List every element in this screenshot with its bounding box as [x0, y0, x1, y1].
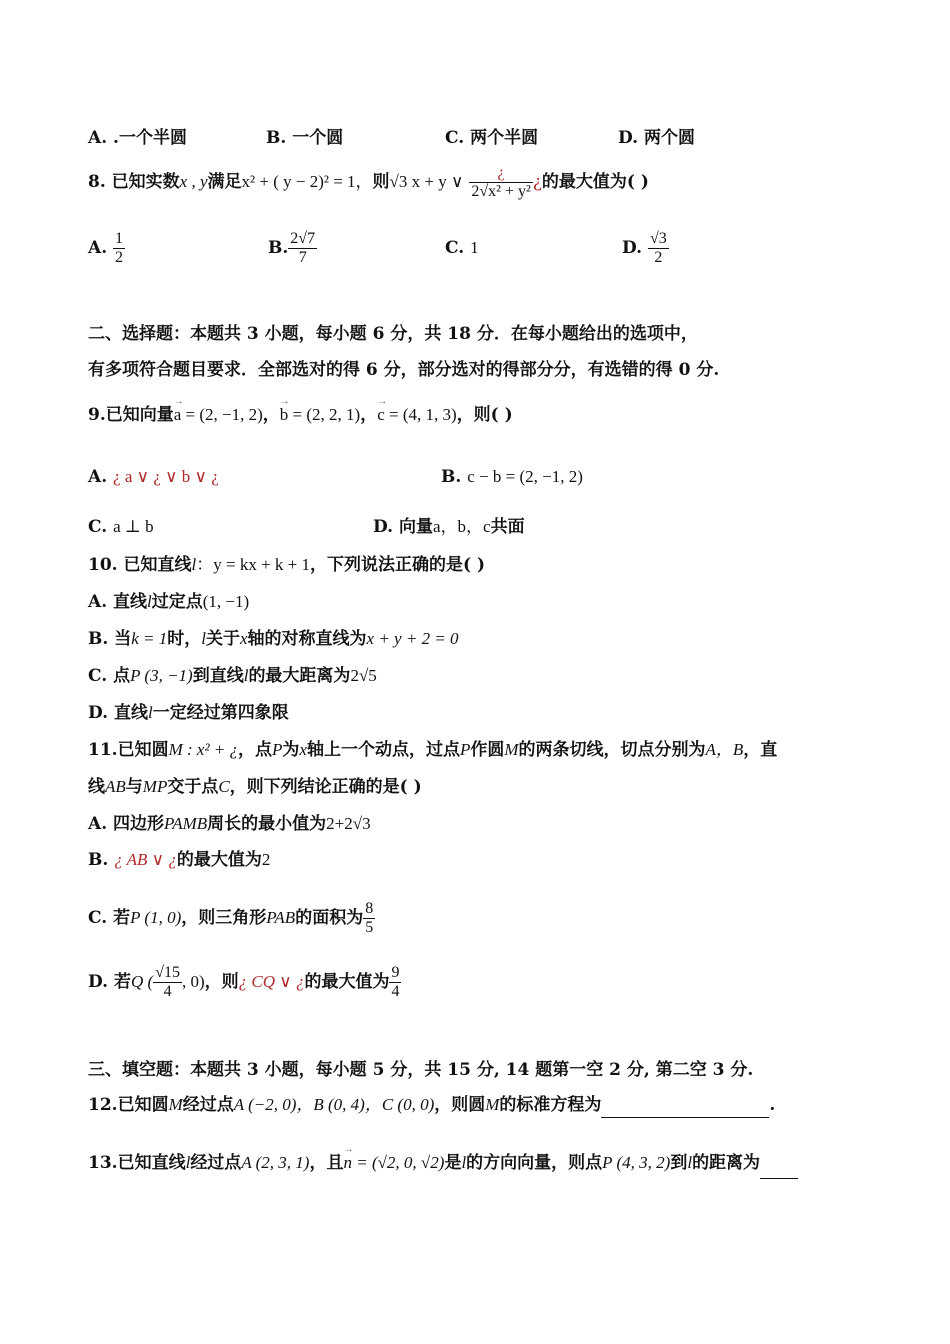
q9-option-c-label: C.: [88, 517, 108, 537]
q10-option-d: [88, 701, 289, 725]
q10-a-point: (1, −1): [202, 592, 250, 611]
q8-suffix: 的最大值为( ): [541, 172, 649, 192]
q11-a-value: 2+2√3: [326, 814, 371, 833]
q13-f: 到: [670, 1153, 688, 1173]
q10-stem-suffix: ，下列说法正确的是( ): [310, 555, 486, 575]
q11-l2-b: 与: [125, 777, 143, 797]
q11-b-expr: ¿ AB ∨ ¿: [114, 850, 177, 869]
q11-c-point: P (1, 0): [130, 908, 182, 927]
q11-l2-c: 交于点: [167, 777, 219, 797]
q13-l: l: [185, 1153, 191, 1172]
q11-b-mid: 的最大值为: [176, 850, 262, 870]
q11-d-result-numerator: 9: [391, 964, 400, 981]
q10-c-l: l: [243, 666, 249, 685]
q10-line-l: l: [191, 555, 197, 574]
q9-prefix: 9.已知向量: [88, 405, 174, 425]
q10-c-point: P (3, −1): [130, 666, 193, 685]
q8-fraction-numerator: ¿: [469, 164, 532, 183]
q10-b-equation: x + y + 2 = 0: [366, 629, 459, 648]
q10-b-mid2: 关于: [205, 629, 240, 649]
q9-option-d-vectors: a，b，c: [432, 517, 491, 536]
q11-circle-m: M : x² + ¿: [168, 740, 239, 759]
q7-option-a: A. .一个半圆: [88, 128, 187, 148]
q10-option-c: [88, 664, 377, 688]
q9-option-c: [88, 515, 154, 539]
q9-option-c-expr: a ⊥ b: [113, 517, 154, 536]
q9-option-d: [373, 515, 525, 539]
q13-g: 的距离为: [692, 1153, 761, 1173]
q13-d: 是: [444, 1153, 462, 1173]
q8-option-d-denominator: 2: [654, 249, 663, 266]
q11-d-mid2: 的最大值为: [304, 972, 390, 992]
q13-vector-n: → n = (√2, 0, √2): [343, 1148, 444, 1178]
q13-point-p: P (4, 3, 2): [602, 1153, 671, 1172]
q8-option-c-value: 1: [470, 238, 479, 257]
q11-d-text: D. 若: [88, 972, 131, 992]
q10-option-a: [88, 590, 249, 614]
section2-line2: 有多项符合题目要求．全部选对的得 6 分，部分选对的得部分分，有选错的得 0 分.: [88, 360, 720, 380]
q10-b-l: l: [201, 629, 206, 648]
q11-d-result-denominator: 4: [391, 983, 400, 1000]
q10-a-tail: 过定点: [151, 592, 203, 612]
q11-l2-d: ，则下列结论正确的是( ): [229, 777, 422, 797]
q11-c-pab: PAB: [266, 908, 296, 927]
q8-option-c-label: C.: [445, 238, 465, 258]
q13-l3: l: [687, 1153, 693, 1172]
q9-option-a-expr: ¿ a ∨ ¿ ∨ b ∨ ¿: [113, 467, 219, 486]
q10-line-equation: ：y = kx + k + 1: [196, 555, 310, 574]
q9-stem: [88, 400, 513, 430]
q8-option-a: [88, 226, 125, 270]
q11-l1-c: 为: [282, 740, 300, 760]
q11-d-denominator: 4: [163, 983, 172, 1000]
q9-option-d-tail: 共面: [490, 517, 525, 537]
q10-c-mid: 到直线: [192, 666, 244, 686]
q11-a-mid: 周长的最小值为: [207, 814, 327, 834]
q9-option-a: [88, 462, 219, 492]
q11-c-mid: ，则三角形: [181, 908, 267, 928]
q10-b-k: k = 1: [131, 629, 168, 648]
q11-d-expr: ¿ CQ ∨ ¿: [238, 972, 305, 991]
q13-b: 经过点: [190, 1153, 242, 1173]
q10-b-mid: 时，: [167, 629, 202, 649]
q10-a-text: A. 直线: [88, 592, 148, 612]
q10-d-l: l: [147, 703, 153, 722]
q10-d-tail: 一定经过第四象限: [152, 703, 289, 723]
q10-c-mid2: 的最大距离为: [248, 666, 351, 686]
q8-fraction-denominator: 2√x² + y²: [471, 183, 531, 200]
q11-l1-f: 的两条切线，切点分别为: [518, 740, 706, 760]
q13-stem: [88, 1148, 798, 1179]
q8-condition: x² + ( y − 2)² = 1，: [241, 172, 373, 191]
q8-stem: 8. 已知实数x , y满足x² + ( y − 2)² = 1，则√3 x + y ∨ $\frac{¿}{\text{2√x² + y²}}$ ¿的最大值为( ): [88, 164, 649, 200]
q8-vars: x , y: [179, 172, 208, 191]
q11-option-c: [88, 896, 375, 940]
section2-line1: 二、选择题：本题共 3 小题，每小题 6 分，共 18 分．在每小题给出的选项中，: [88, 324, 698, 344]
q12-m2: M: [485, 1095, 500, 1114]
q11-option-a: [88, 812, 371, 836]
q11-c-numerator: 8: [365, 900, 374, 917]
q12-b: 经过点: [182, 1095, 234, 1115]
q11-c-text: C. 若: [88, 908, 131, 928]
q13-point-a: A (2, 3, 1): [241, 1153, 310, 1172]
q8-option-b-numerator: 2√7: [290, 230, 316, 247]
q11-d-mid: ，则: [204, 972, 239, 992]
q12-end: .: [769, 1095, 776, 1115]
q8-option-d-numerator: √3: [649, 230, 667, 247]
q8-option-a-denominator: 2: [115, 249, 124, 266]
q9-option-b-expr: c − b = (2, −1, 2): [467, 467, 583, 486]
q11-d-q2: , 0): [181, 972, 205, 991]
q7-option-d: D. 两个圆: [618, 128, 695, 148]
q10-stem-prefix: 10. 已知直线: [88, 555, 192, 575]
q12-c: ，则圆: [434, 1095, 486, 1115]
q9-option-a-label: A.: [88, 467, 108, 487]
q8-prefix: 8. 已知实数: [88, 172, 180, 192]
section3-heading: 三、填空题：本题共 3 小题，每小题 5 分，共 15 分, 14 题第一空 2 分, 第二空 3 分.: [88, 1060, 754, 1080]
q8-expression-fraction: [469, 164, 532, 201]
q10-stem: [88, 553, 485, 577]
q11-l1-d: 轴上一个动点，过点: [306, 740, 460, 760]
q11-l1-a: 11.已知圆: [88, 740, 169, 760]
q11-d-q: Q (: [130, 972, 154, 991]
q8-option-d-label: D.: [622, 238, 643, 258]
q10-b-text: B. 当: [88, 629, 132, 649]
q13-a: 13.已知直线: [88, 1153, 186, 1173]
q10-d-text: D. 直线: [88, 703, 148, 723]
q8-option-a-numerator: 1: [115, 230, 124, 247]
q9-vector-b: → b = (2, 2, 1): [280, 400, 360, 430]
q11-c-mid2: 的面积为: [295, 908, 364, 928]
q10-b-x: x: [239, 629, 248, 648]
q11-mp: MP: [142, 777, 168, 796]
q9-suffix: ，则( ): [456, 405, 513, 425]
q13-l2: l: [461, 1153, 467, 1172]
q12-points: A (−2, 0)，B (0, 4)，C (0, 0): [233, 1095, 435, 1114]
q9-option-b-label: B.: [441, 467, 462, 487]
q11-ab: A，B: [705, 740, 744, 759]
q8-cond-word: 满足: [207, 172, 242, 192]
q8-option-b: [268, 226, 317, 270]
q11-stem-line2: [88, 775, 422, 799]
q10-b-mid3: 轴的对称直线为: [247, 629, 367, 649]
q13-e: 的方向向量，则点: [466, 1153, 603, 1173]
q12-a: 12.已知圆: [88, 1095, 169, 1115]
q8-option-c: [445, 226, 479, 270]
q11-point-p: P: [272, 740, 283, 759]
q10-c-value: 2√5: [350, 666, 377, 685]
q10-a-l: l: [147, 592, 152, 611]
q9-sep2: ，: [360, 405, 378, 425]
q7-option-c: C. 两个半圆: [445, 128, 539, 148]
q11-point-c: C: [218, 777, 230, 796]
q9-option-b: [441, 462, 583, 492]
q11-l1-g: ，直: [743, 740, 778, 760]
q12-m: M: [168, 1095, 183, 1114]
q8-option-b-denominator: 7: [298, 249, 307, 266]
q11-b-value: 2: [261, 850, 271, 869]
q11-option-b: [88, 848, 270, 872]
q8-option-d: [622, 226, 669, 270]
q11-l1-e: 作圆: [470, 740, 505, 760]
q10-option-b: [88, 627, 459, 651]
q8-then-word: 则: [372, 172, 390, 192]
q11-b-text: B.: [88, 850, 109, 870]
q11-x: x: [299, 740, 307, 759]
q10-c-text: C. 点: [88, 666, 131, 686]
q11-c-denominator: 5: [365, 919, 374, 936]
q11-m2: M: [504, 740, 519, 759]
q12-d: 的标准方程为: [499, 1095, 602, 1115]
q12-answer-blank[interactable]: [601, 1093, 769, 1118]
q9-vector-a: → a = (2, −1, 2): [174, 400, 263, 430]
q11-d-numerator: √15: [155, 964, 180, 981]
q11-option-d: [88, 958, 401, 1006]
q12-stem: [88, 1093, 775, 1118]
q11-stem-line1: [88, 738, 777, 762]
q8-expression: √3 x + y ∨: [389, 172, 464, 191]
q7-option-b: B. 一个圆: [266, 128, 344, 148]
q13-c: ，且: [309, 1153, 344, 1173]
q11-l2-a: 线: [88, 777, 105, 797]
q11-a-pamb: PAMB: [164, 814, 208, 833]
q11-line-ab: AB: [105, 777, 126, 796]
q11-l1-b: ，点: [238, 740, 273, 760]
q11-a-text: A. 四边形: [88, 814, 165, 834]
q9-vector-c: → c = (4, 1, 3): [377, 400, 456, 430]
q13-answer-blank[interactable]: [760, 1148, 798, 1179]
q9-option-d-label: D. 向量: [373, 517, 433, 537]
q9-sep1: ，: [262, 405, 280, 425]
q8-option-b-label: B.: [268, 238, 289, 258]
q8-option-a-label: A.: [88, 238, 108, 258]
q11-point-p2: P: [459, 740, 471, 759]
